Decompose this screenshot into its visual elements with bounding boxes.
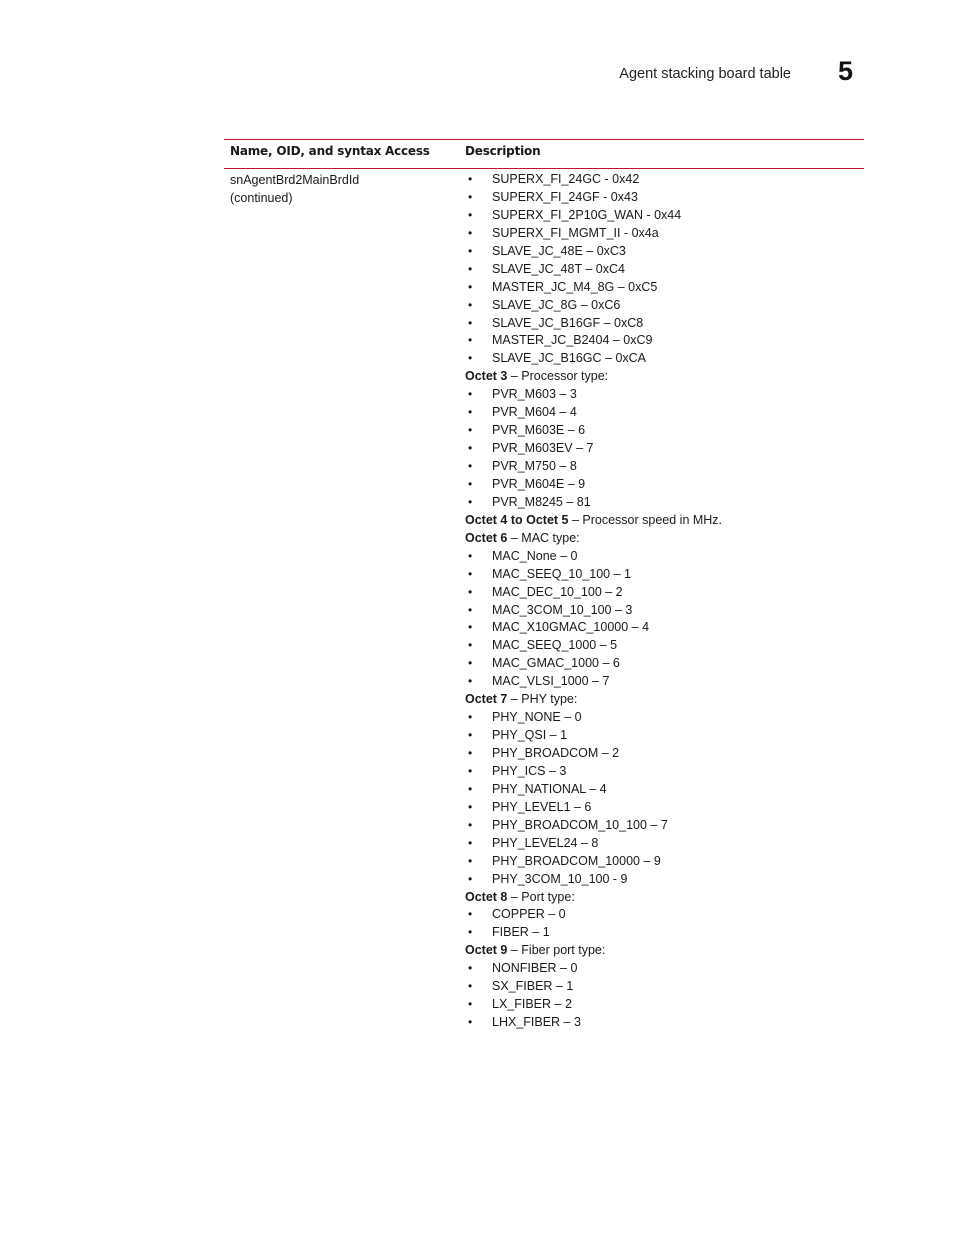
- bullet-icon: •: [468, 710, 473, 725]
- list-item-text: SLAVE_JC_48T – 0xC4: [492, 261, 625, 276]
- list-item: [465, 386, 860, 404]
- list-item-text: PVR_M604 – 4: [492, 405, 577, 420]
- bullet-icon: •: [468, 835, 473, 850]
- list-item-text: MAC_SEEQ_10_100 – 1: [492, 566, 631, 581]
- bullet-icon: •: [468, 333, 473, 348]
- list-item-text: SLAVE_JC_48E – 0xC3: [492, 243, 626, 258]
- column-header-name: Name, OID, and syntax: [230, 144, 382, 158]
- mac-type-list: [465, 548, 860, 692]
- octet-text: – MAC type:: [507, 530, 580, 545]
- octet-text: – Port type:: [507, 889, 575, 904]
- bullet-icon: •: [468, 853, 473, 868]
- octet-label: Octet 9: [465, 943, 508, 958]
- list-item-text: SUPERX_FI_MGMT_II - 0x4a: [492, 225, 659, 240]
- list-item-text: PVR_M603E – 6: [492, 423, 586, 438]
- octet-text: – Fiber port type:: [507, 943, 606, 958]
- list-item: [465, 171, 860, 189]
- list-item-text: SLAVE_JC_B16GC – 0xCA: [492, 351, 647, 366]
- chapter-number: 5: [838, 56, 854, 86]
- bullet-icon: •: [468, 961, 473, 976]
- table-header-row: [224, 139, 864, 169]
- list-item-text: MAC_GMAC_1000 – 6: [492, 656, 620, 671]
- bullet-icon: •: [468, 746, 473, 760]
- list-item: [465, 781, 860, 799]
- list-item: [465, 1014, 860, 1032]
- list-item: [465, 458, 860, 476]
- bullet-icon: •: [468, 279, 473, 294]
- list-item: [465, 960, 860, 978]
- list-item: [465, 566, 860, 584]
- list-item-text: SLAVE_JC_B16GF – 0xC8: [492, 315, 644, 330]
- list-item-text: SLAVE_JC_8G – 0xC6: [492, 297, 621, 312]
- bullet-icon: •: [468, 243, 473, 258]
- bullet-icon: •: [468, 207, 473, 222]
- mib-table: [224, 139, 864, 1030]
- list-item-text: SUPERX_FI_24GF - 0x43: [492, 189, 638, 204]
- octet-text: – Processor type:: [507, 369, 609, 384]
- bullet-icon: •: [468, 566, 473, 581]
- bullet-icon: •: [468, 584, 473, 599]
- list-item-text: MAC_SEEQ_1000 – 5: [492, 638, 618, 653]
- bullet-icon: •: [468, 189, 473, 204]
- object-name: snAgentBrd2MainBrdId: [230, 173, 360, 187]
- list-item-text: PHY_3COM_10_100 - 9: [492, 871, 628, 886]
- octet-9-line: [465, 942, 860, 960]
- octet-label: Octet 4 to Octet 5: [465, 512, 569, 527]
- bullet-icon: •: [468, 728, 473, 743]
- port-type-list: [465, 906, 860, 942]
- bullet-icon: •: [468, 441, 473, 456]
- list-item: [465, 799, 860, 817]
- list-item-text: MAC_X10GMAC_10000 – 4: [492, 620, 650, 635]
- bullet-icon: •: [468, 620, 473, 635]
- octet-text: – PHY type:: [507, 692, 578, 707]
- list-item: [465, 924, 860, 942]
- list-item-text: SX_FIBER – 1: [492, 979, 574, 994]
- list-item: [465, 637, 860, 655]
- octet-text: – Processor speed in MHz.: [568, 512, 723, 527]
- list-item: [465, 261, 860, 279]
- list-item-text: MASTER_JC_M4_8G – 0xC5: [492, 279, 658, 294]
- list-item-text: MAC_None – 0: [492, 548, 578, 563]
- list-item-text: NONFIBER – 0: [492, 961, 578, 976]
- list-item-text: MAC_VLSI_1000 – 7: [492, 674, 610, 689]
- list-item: [465, 548, 860, 566]
- list-item: [465, 315, 860, 333]
- list-item-text: PHY_BROADCOM_10_100 – 7: [492, 817, 668, 832]
- list-item: [465, 602, 860, 620]
- bullet-icon: •: [468, 225, 473, 240]
- list-item-text: LX_FIBER – 2: [492, 997, 572, 1012]
- bullet-icon: •: [468, 781, 473, 796]
- list-item: [465, 817, 860, 835]
- list-item-text: PHY_QSI – 1: [492, 728, 568, 743]
- bullet-icon: •: [468, 261, 473, 276]
- list-item-text: PVR_M604E – 9: [492, 476, 586, 491]
- bullet-icon: •: [468, 656, 473, 671]
- bullet-icon: •: [468, 423, 473, 438]
- octet-label: Octet 6: [465, 530, 508, 545]
- list-item: [465, 404, 860, 422]
- list-item-text: SUPERX_FI_24GC - 0x42: [492, 172, 640, 186]
- octet-3-line: [465, 368, 860, 386]
- bullet-icon: •: [468, 799, 473, 814]
- board-type-list: [465, 171, 860, 368]
- list-item: [465, 279, 860, 297]
- list-item: [465, 906, 860, 924]
- bullet-icon: •: [468, 979, 473, 994]
- list-item: [465, 225, 860, 243]
- list-item: [465, 978, 860, 996]
- bullet-icon: •: [468, 494, 473, 509]
- list-item-text: PHY_NONE – 0: [492, 710, 582, 725]
- list-item-text: PHY_BROADCOM – 2: [492, 746, 620, 760]
- list-item-text: LHX_FIBER – 3: [492, 1015, 581, 1030]
- list-item: [465, 422, 860, 440]
- bullet-icon: •: [468, 459, 473, 473]
- bullet-icon: •: [468, 351, 473, 366]
- list-item: [465, 655, 860, 673]
- bullet-icon: •: [468, 476, 473, 491]
- octet-4-5-line: [465, 512, 860, 530]
- octet-label: Octet 3: [465, 369, 508, 384]
- octet-label: Octet 7: [465, 692, 508, 707]
- list-item: [465, 350, 860, 368]
- list-item-text: PHY_LEVEL24 – 8: [492, 835, 599, 850]
- list-item-text: PHY_ICS – 3: [492, 763, 567, 778]
- list-item: [465, 727, 860, 745]
- list-item: [465, 853, 860, 871]
- bullet-icon: •: [468, 907, 473, 922]
- list-item: [465, 494, 860, 512]
- list-item: [465, 763, 860, 781]
- bullet-icon: •: [468, 602, 473, 617]
- list-item: [465, 673, 860, 691]
- list-item-text: PHY_NATIONAL – 4: [492, 781, 607, 796]
- phy-type-list: [465, 709, 860, 888]
- list-item: [465, 440, 860, 458]
- list-item: [465, 996, 860, 1014]
- bullet-icon: •: [468, 172, 473, 186]
- list-item: [465, 189, 860, 207]
- octet-6-line: [465, 530, 860, 548]
- bullet-icon: •: [468, 638, 473, 653]
- continued-note: (continued): [230, 190, 293, 205]
- list-item-text: MASTER_JC_B2404 – 0xC9: [492, 333, 653, 348]
- list-item: [465, 709, 860, 727]
- list-item-text: SUPERX_FI_2P10G_WAN - 0x44: [492, 207, 682, 222]
- list-item-text: FIBER – 1: [492, 925, 550, 940]
- list-item-text: MAC_3COM_10_100 – 3: [492, 602, 633, 617]
- bullet-icon: •: [468, 297, 473, 312]
- list-item-text: PHY_LEVEL1 – 6: [492, 799, 592, 814]
- bullet-icon: •: [468, 548, 473, 563]
- bullet-icon: •: [468, 997, 473, 1012]
- bullet-icon: •: [468, 763, 473, 778]
- list-item: [465, 207, 860, 225]
- fiber-port-type-list: [465, 960, 860, 1032]
- list-item-text: PVR_M8245 – 81: [492, 494, 591, 509]
- list-item-text: COPPER – 0: [492, 907, 566, 922]
- octet-8-line: [465, 889, 860, 907]
- list-item: [465, 297, 860, 315]
- bullet-icon: •: [468, 674, 473, 689]
- section-title: Agent stacking board table: [619, 66, 791, 82]
- list-item: [465, 332, 860, 350]
- processor-type-list: [465, 386, 860, 512]
- column-header-access: Access: [385, 144, 430, 158]
- list-item-text: MAC_DEC_10_100 – 2: [492, 584, 623, 599]
- bullet-icon: •: [468, 315, 473, 330]
- list-item-text: PHY_BROADCOM_10000 – 9: [492, 853, 661, 868]
- column-header-description: Description: [465, 144, 541, 158]
- list-item-text: PVR_M603 – 3: [492, 387, 577, 402]
- list-item: [465, 619, 860, 637]
- list-item: [465, 476, 860, 494]
- description-cell: [465, 171, 860, 1032]
- list-item: [465, 584, 860, 602]
- list-item: [465, 243, 860, 261]
- list-item: [465, 745, 860, 763]
- bullet-icon: •: [468, 387, 473, 402]
- running-header: [0, 56, 954, 92]
- bullet-icon: •: [468, 1015, 473, 1030]
- list-item: [465, 871, 860, 889]
- list-item-text: PVR_M750 – 8: [492, 459, 577, 473]
- bullet-icon: •: [468, 871, 473, 886]
- octet-label: Octet 8: [465, 889, 508, 904]
- name-cell: [230, 172, 359, 207]
- bullet-icon: •: [468, 405, 473, 420]
- list-item: [465, 835, 860, 853]
- bullet-icon: •: [468, 925, 473, 940]
- bullet-icon: •: [468, 817, 473, 832]
- list-item-text: PVR_M603EV – 7: [492, 441, 594, 456]
- octet-7-line: [465, 691, 860, 709]
